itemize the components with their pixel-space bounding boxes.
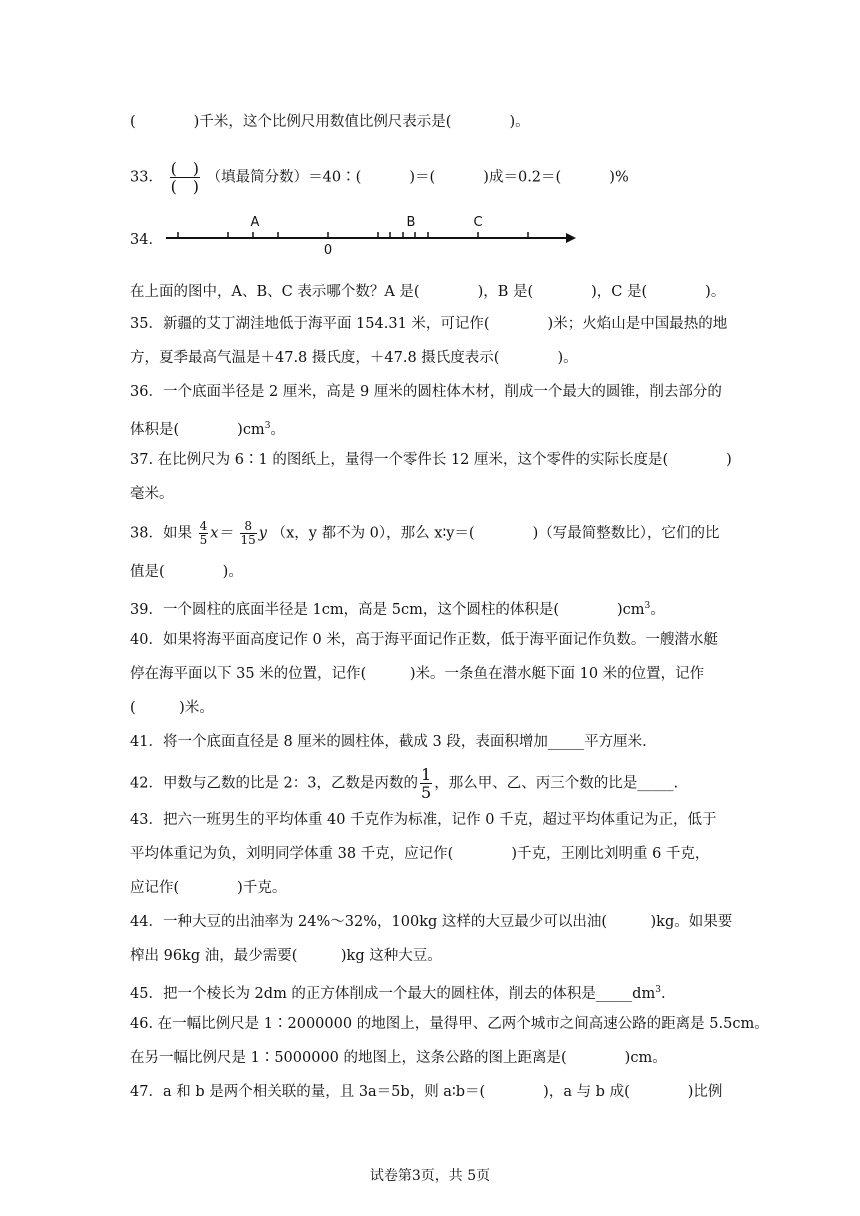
q37-line2: 毫米。 bbox=[130, 486, 174, 502]
q41: 41．将一个底面直径是 8 厘米的圆柱体，截成 3 段，表面积增加_____平方厘米. bbox=[130, 734, 647, 750]
zero-label: 0 bbox=[323, 243, 333, 258]
q36-end: 。 bbox=[270, 421, 285, 438]
q44-line1: 44．一种大豆的出油率为 24%～32%，100kg 这样的大豆最少可以出油( )kg。如果要 bbox=[130, 914, 733, 930]
number-line-figure bbox=[160, 208, 580, 258]
q42 bbox=[130, 766, 678, 801]
q35-line2: 方，夏季最高气温是＋47.8 摄氏度，＋47.8 摄氏度表示( )。 bbox=[130, 350, 578, 366]
point-label-c: C bbox=[473, 215, 483, 230]
q39-text: 39．一个圆柱的底面半径是 1cm，高是 5cm，这个圆柱的体积是( )cm bbox=[130, 601, 645, 618]
number-line-arrow bbox=[566, 233, 576, 243]
cube-superscript: 3 bbox=[644, 601, 651, 611]
q46-line2: 在另一幅比例尺是 1∶5000000 的地图上，这条公路的图上距离是( )cm。 bbox=[130, 1050, 667, 1066]
q38-prefix: 38．如果 bbox=[130, 525, 192, 542]
q40-line3: ( )米。 bbox=[130, 700, 214, 716]
q38-y: y bbox=[258, 525, 267, 542]
q43-line2: 平均体重记为负，刘明同学体重 38 千克，应记作( )千克，王刚比刘明重 6 千克， bbox=[130, 846, 710, 862]
q33 bbox=[130, 160, 629, 195]
q33-fraction-numerator: ( ) bbox=[170, 159, 200, 178]
q33-number: 33． bbox=[130, 169, 163, 186]
fraction-numerator: 4 bbox=[199, 519, 208, 533]
fraction-denominator: 5 bbox=[421, 783, 432, 802]
q37-line1: 37. 在比例尺为 6∶1 的图纸上，量得一个零件长 12 厘米，这个零件的实际长度是( ) bbox=[130, 452, 732, 468]
q40-line1: 40．如果将海平面高度记作 0 米，高于海平面记作正数，低于海平面记作负数。一艘潜水艇 bbox=[130, 632, 718, 648]
q43-line3: 应记作( )千克。 bbox=[130, 880, 287, 896]
fraction-denominator: 15 bbox=[240, 533, 256, 547]
q39 bbox=[130, 596, 665, 620]
fraction-numerator: 8 bbox=[240, 520, 257, 534]
q45 bbox=[130, 980, 666, 1004]
q38-fraction-2 bbox=[240, 520, 257, 547]
q36-line2 bbox=[130, 416, 285, 440]
q32-tail: ( )千米，这个比例尺用数值比例尺表示是( )。 bbox=[130, 114, 530, 130]
q38-line2: 值是( )。 bbox=[130, 564, 243, 580]
q33-blank-fraction bbox=[170, 160, 201, 195]
q44-line2: 榨出 96kg 油，最少需要( )kg 这种大豆。 bbox=[130, 948, 442, 964]
q38-line1 bbox=[130, 520, 719, 547]
point-label-b: B bbox=[406, 215, 416, 230]
q35-line1: 35．新疆的艾丁湖洼地低于海平面 154.31 米，可记作( )米；火焰山是中国最热的地 bbox=[130, 316, 728, 332]
q38-fraction-1 bbox=[199, 520, 209, 547]
q36-text: 体积是( )cm bbox=[130, 421, 265, 438]
fraction-denominator: 5 bbox=[199, 533, 208, 547]
q40-line2: 停在海平面以下 35 米的位置，记作( )米。一条鱼在潜水艇下面 10 米的位置，记作 bbox=[130, 666, 705, 682]
fraction-numerator: 1 bbox=[421, 765, 432, 784]
q46-line1: 46. 在一幅比例尺是 1∶2000000 的地图上，量得甲、乙两个城市之间高速公路的距离是 5.5cm。 bbox=[130, 1016, 769, 1032]
q38-x-eq: x＝ bbox=[210, 525, 233, 542]
q47: 47．a 和 b 是两个相关联的量，且 3a＝5b，则 a∶b＝( )，a 与 b 成( )比例 bbox=[130, 1084, 723, 1100]
q42-text: 42．甲数与乙数的比是 2：3，乙数是丙数的 bbox=[130, 775, 419, 792]
q43-line1: 43．把六一班男生的平均体重 40 千克作为标准，记作 0 千克，超过平均体重记为正，低于 bbox=[130, 812, 717, 828]
q45-text: 45．把一个棱长为 2dm 的正方体削成一个最大的圆柱体，削去的体积是_____dm bbox=[130, 985, 656, 1002]
q33-text: （填最简分数）＝40∶( )＝( )成＝0.2＝( )% bbox=[206, 169, 629, 186]
page-footer: 试卷第3页，共 5页 bbox=[369, 1168, 491, 1184]
point-label-a: A bbox=[250, 215, 260, 230]
q34-number: 34． bbox=[130, 232, 163, 248]
q36-line1: 36．一个底面半径是 2 厘米，高是 9 厘米的圆柱体木材，削成一个最大的圆锥，削去部分的 bbox=[130, 384, 722, 400]
q34-text: 在上面的图中，A、B、C 表示哪个数？A 是( )，B 是( )，C 是( )。 bbox=[130, 284, 726, 300]
q38-text: （x，y 都不为 0），那么 x∶y＝( )（写最简整数比），它们的比 bbox=[271, 525, 720, 542]
q33-fraction-denominator: ( ) bbox=[170, 177, 200, 196]
cube-superscript: 3 bbox=[655, 985, 661, 995]
q42-fraction bbox=[420, 766, 432, 801]
q45-end: . bbox=[660, 985, 666, 1002]
cube-superscript: 3 bbox=[264, 421, 271, 431]
q39-end: 。 bbox=[650, 601, 665, 618]
q42-end: ，那么甲、乙、丙三个数的比是_____. bbox=[434, 775, 679, 792]
